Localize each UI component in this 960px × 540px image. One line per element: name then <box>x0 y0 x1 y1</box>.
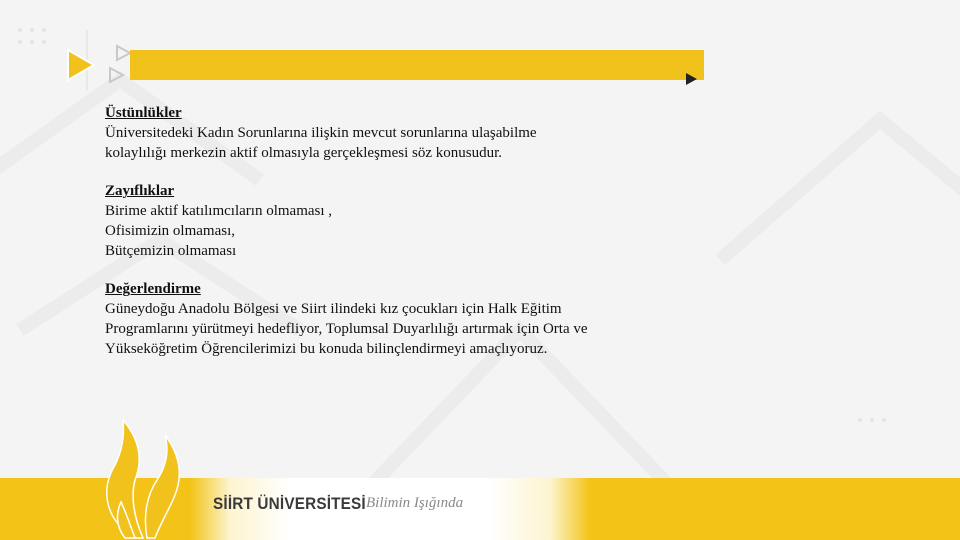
text-line: Yükseköğretim Öğrencilerimizi bu konuda bilinçlendirmeyi amaçlıyoruz. <box>105 341 548 357</box>
section-evaluation <box>105 279 684 359</box>
flame-logo-icon <box>95 410 190 540</box>
section-title: Değerlendirme <box>105 281 201 297</box>
slide-content <box>105 103 684 377</box>
text-line: Üniversitedeki Kadın Sorunlarına ilişkin mevcut sorunlarına ulaşabilme <box>105 125 537 141</box>
university-name: SİİRT ÜNİVERSİTESİ <box>213 494 366 513</box>
text-line: Bütçemizin olmaması <box>105 243 237 259</box>
section-title: Zayıflıklar <box>105 183 175 199</box>
text-line: Ofisimizin olmaması, <box>105 223 235 239</box>
header-bar <box>130 50 704 80</box>
university-slogan: Bilimin Işığında <box>366 495 464 511</box>
text-line: Programlarını yürütmeyi hedefliyor, Toplumsal Duyarlılığı artırmak için Orta ve <box>105 321 588 337</box>
section-title: Üstünlükler <box>105 105 182 121</box>
header-arrow-icon <box>686 73 697 85</box>
play-arrows-icon <box>60 30 140 90</box>
section-weaknesses <box>105 181 684 261</box>
section-strengths <box>105 103 684 163</box>
text-line: Güneydoğu Anadolu Bölgesi ve Siirt ilindeki kız çocukları için Halk Eğitim <box>105 301 562 317</box>
text-line: Birime aktif katılımcıların olmaması , <box>105 203 333 219</box>
text-line: kolaylılığı merkezin aktif olmasıyla gerçekleşmesi söz konusudur. <box>105 145 502 161</box>
